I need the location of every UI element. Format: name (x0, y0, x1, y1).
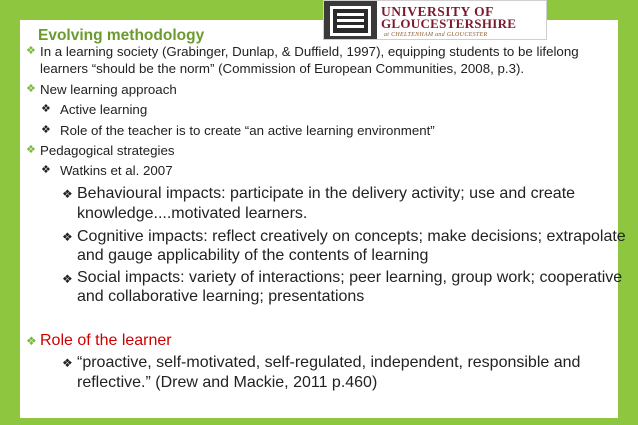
sub-sub-bullet-text: Social impacts: variety of interactions; peer learning, group work; cooperative (77, 269, 623, 286)
slide-title: Evolving methodology (38, 27, 205, 44)
sub-bullet-text: Watkins et al. 2007 (60, 163, 173, 178)
sub-bullet-marker-icon: ❖ (41, 124, 51, 136)
sub-bullet-marker-icon: ❖ (41, 164, 51, 176)
bullet-text: New learning approach (40, 82, 177, 97)
sub-bullet-text: “proactive, self-motivated, self-regulated, independent, responsible and (77, 354, 581, 371)
logo-text-line1: UNIVERSITY OF (381, 4, 494, 19)
bullet-text: learners “should be the norm” (Commission of European Communities, 2008, p.3). (40, 61, 525, 76)
sub-sub-bullet-marker-icon: ❖ (62, 272, 73, 286)
sub-bullet-text: Role of the teacher is to create “an active learning environment” (60, 123, 435, 138)
logo-text-line3: at CHELTENHAM and GLOUCESTER (384, 32, 488, 38)
sub-sub-bullet-text: Behavioural impacts: participate in the delivery activity; use and create (77, 185, 576, 202)
sub-sub-bullet-text: and gauge applicability of the contents of learning (77, 247, 429, 264)
university-logo (323, 0, 547, 40)
sub-sub-bullet-text: and collaborative learning; presentations (77, 288, 365, 305)
sub-sub-bullet-marker-icon: ❖ (62, 230, 73, 244)
bullet-marker-icon: ❖ (26, 144, 36, 156)
bullet-marker-icon: ❖ (26, 83, 36, 95)
sub-bullet-marker-icon: ❖ (41, 103, 51, 115)
sub-sub-bullet-text: knowledge....motivated learners. (77, 205, 308, 222)
bullet-text: In a learning society (Grabinger, Dunlap, & Duffield, 1997), equipping students to be lifelong (40, 44, 579, 59)
sub-bullet-text: Active learning (60, 102, 148, 117)
bullet-marker-icon: ❖ (26, 334, 37, 348)
sub-sub-bullet-marker-icon: ❖ (62, 187, 73, 201)
bullet-text: Pedagogical strategies (40, 143, 175, 158)
sub-bullet-text: reflective.” (Drew and Mackie, 2011 p.460) (77, 374, 378, 391)
logo-text-line2: GLOUCESTERSHIRE (381, 16, 517, 31)
sub-sub-bullet-text: Cognitive impacts: reflect creatively on concepts; make decisions; extrapolate (77, 228, 626, 245)
sub-bullet-marker-icon: ❖ (62, 356, 73, 370)
logo-emblem-icon (324, 1, 377, 40)
bullet-marker-icon: ❖ (26, 45, 36, 57)
bullet-text-highlight: Role of the learner (40, 332, 172, 349)
